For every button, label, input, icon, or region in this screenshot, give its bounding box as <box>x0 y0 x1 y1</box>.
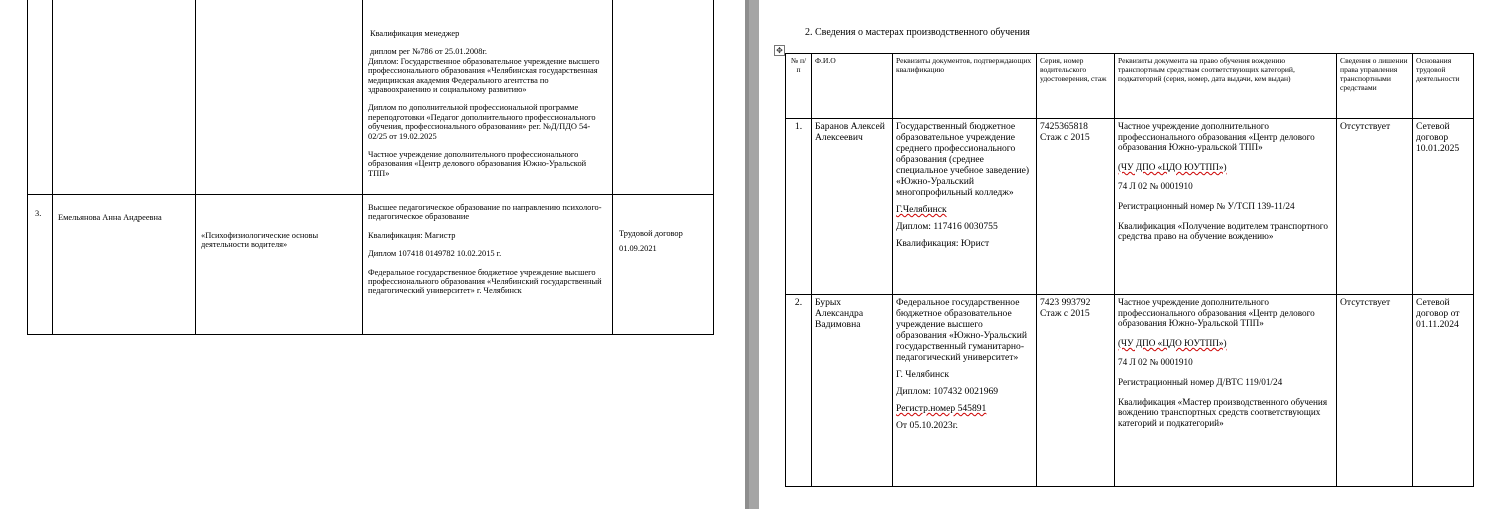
subject-text: «Психофизиологические основы деятельности водителя» <box>201 231 319 250</box>
cell-deprivation: Отсутствует <box>1337 295 1413 487</box>
cell-num <box>28 0 53 195</box>
diploma-reg-text: диплом рег №786 от 25.01.2008г. <box>370 47 488 57</box>
section-title: 2. Сведения о мастерах производственного обучения <box>805 27 1030 38</box>
license-number: 7425365818 <box>1040 121 1088 132</box>
cell-education <box>363 195 613 335</box>
header-fio: Ф.И.О <box>812 54 893 119</box>
docs-qualification: Квалификация: Юрист <box>896 238 990 249</box>
header-deprivation: Сведения о лишении права управления транспортными средствами <box>1337 54 1413 119</box>
cell-basis: Сетевой договор 10.01.2025 <box>1413 119 1474 295</box>
right-abbr: (ЧУ ДПО «ЦДО ЮУТПП») <box>1118 337 1227 348</box>
basis-line1: Трудовой договор <box>619 229 683 238</box>
right-org: Частное учреждение дополнительного профессионального образования «Центр делового образования Южно-Уральской ТПП» <box>1118 297 1315 329</box>
cell-license <box>1037 295 1115 487</box>
header-right-docs: Реквизиты документа на право обучения вождению транспортным средствам соответствующих категорий, подкатегорий (серия, номер, дата выдачи, кем выдан) <box>1115 54 1337 119</box>
right-series: 74 Л 02 № 0001910 <box>1118 357 1193 368</box>
right-reg: Регистрационный номер № У/ТСП 139-11/24 <box>1118 200 1295 211</box>
license-experience: Стаж с 2015 <box>1040 132 1090 143</box>
basis-line2: 01.09.2021 <box>619 244 657 254</box>
document-page-right <box>759 0 1500 509</box>
qualification-text: Квалификация менеджер <box>370 29 460 38</box>
cell-name <box>53 0 196 195</box>
masters-table <box>785 53 1474 487</box>
docs-city: Г.Челябинск <box>896 204 947 215</box>
license-experience: Стаж с 2015 <box>1040 308 1090 319</box>
cell-education <box>363 0 613 195</box>
row-number: 3. <box>35 209 42 218</box>
cell-name <box>53 195 196 335</box>
cell-deprivation: Отсутствует <box>1337 119 1413 295</box>
cell-basis <box>613 195 714 335</box>
cell-basis <box>613 0 714 195</box>
docs-reg-number: Регистр.номер 545891 <box>896 403 987 414</box>
row-number: 1. <box>786 119 812 295</box>
right-reg: Регистрационный номер Д/ВТС 119/01/24 <box>1118 376 1283 387</box>
move-table-icon[interactable]: ✥ <box>774 45 785 56</box>
docs-diploma: Диплом: 117416 0030755 <box>896 221 998 232</box>
header-docs: Реквизиты документов, подтверждающих квалификацию <box>893 54 1037 119</box>
table-row <box>786 295 1474 487</box>
right-org: Частное учреждение дополнительного профессионального образования «Центр делового образования Южно-уральской ТПП» <box>1118 121 1315 153</box>
docs-city: Г. Челябинск <box>896 369 950 380</box>
qualification-text: Квалификация: Магистр <box>368 230 456 240</box>
cell-license <box>1037 119 1115 295</box>
organization-text: Частное учреждение дополнительного профессионального образования «Центр делового образования Южно-Уральской ТПП» <box>368 150 587 178</box>
cell-docs <box>893 119 1037 295</box>
table-row <box>786 119 1474 295</box>
table-row <box>28 0 714 195</box>
docs-diploma: Диплом: 107432 0021969 <box>896 386 999 397</box>
table-header-row <box>786 54 1474 119</box>
header-num: № п/п <box>786 54 812 119</box>
cell-right-docs <box>1115 295 1337 487</box>
docs-date: От 05.10.2023г. <box>896 420 958 431</box>
right-qualification: Квалификация «Получение водителем транспортного средства право на обучение вождению» <box>1118 220 1328 242</box>
university-text: Федеральное государственное бюджетное учреждение высшего профессионального образования «Челябинский государственный педагогический университет» г. Челябинск <box>368 267 602 296</box>
cell-num <box>28 195 53 335</box>
row-number: 2. <box>786 295 812 487</box>
header-license: Серия, номер водительского удостоверения, стаж <box>1037 54 1115 119</box>
education-text: Высшее педагогическое образование по направлению психолого-педагогическое образование <box>368 203 602 222</box>
cell-subject <box>196 0 363 195</box>
document-page-left <box>0 0 745 509</box>
right-abbr: (ЧУ ДПО «ЦДО ЮУТПП») <box>1118 161 1227 172</box>
retraining-diploma-text: Диплом по дополнительной профессиональной программе переподготовки «Педагог дополнительного профессионального обучения, профессионального образования» рег. №Д/ПДО 54-02/25 от 19.02.2025 <box>368 103 596 141</box>
page-gap <box>745 0 759 509</box>
cell-right-docs <box>1115 119 1337 295</box>
diploma-detail-text: Диплом: Государственное образовательное учреждение высшего профессионального образования «Челябинская государственная медицинская академия Федерального агентства по здравоохранению и социальному развитию» <box>368 56 600 95</box>
person-name: Баранов Алексей Алексеевич <box>812 119 893 295</box>
masters-table-continued <box>27 0 714 335</box>
diploma-text: Диплом 107418 0149782 10.02.2015 г. <box>368 249 502 259</box>
docs-org: Федеральное государственное бюджетное образовательное учреждение высшего образования «Южно-Уральский государственный гуманитарно-педагогический университет» <box>896 297 1027 363</box>
docs-org: Государственный бюджетное образовательное учреждение среднего профессионального образования (среднее специальное учебное заведение) «Южно-Уральский многопрофильный колледж» <box>896 121 1030 198</box>
right-series: 74 Л 02 № 0001910 <box>1118 181 1193 192</box>
license-number: 7423 993792 <box>1040 297 1091 308</box>
person-name: Бурых Александра Вадимовна <box>812 295 893 487</box>
header-basis: Основания трудовой деятельности <box>1413 54 1474 119</box>
right-qualification: Квалификация «Мастер производственного обучения вождению транспортных средств соответствующих категорий и подкатегорий» <box>1118 396 1328 428</box>
cell-subject <box>196 195 363 335</box>
cell-basis: Сетевой договор от 01.11.2024 <box>1413 295 1474 487</box>
table-row <box>28 195 714 335</box>
person-name: Емельянова Анна Андреевна <box>58 213 162 222</box>
cell-docs <box>893 295 1037 487</box>
